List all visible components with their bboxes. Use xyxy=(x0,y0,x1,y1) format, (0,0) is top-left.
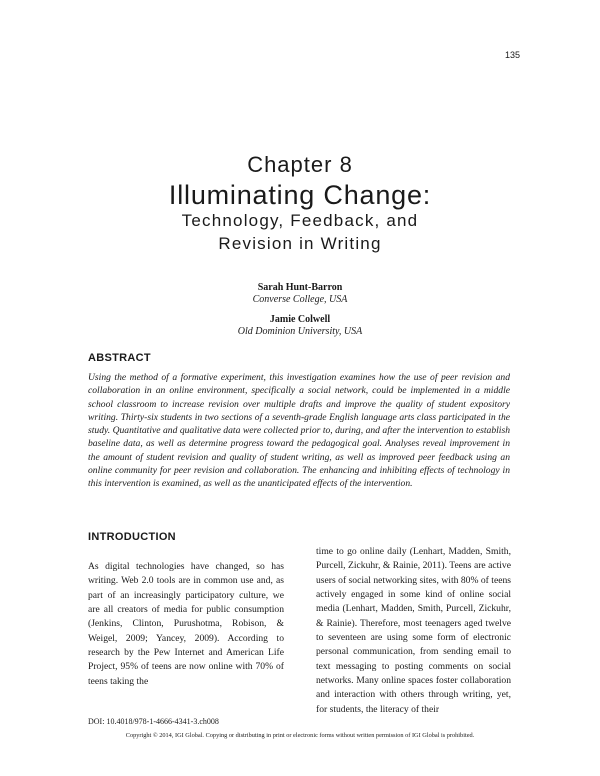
abstract-body: Using the method of a formative experiment, this investigation examines how the use of peer revision and collaboration in an online environment, specifically a social network, could be implemented in a middle school classroom to increase revision over multiple drafts and improve the quality of student expository writing. Thirty-six students in two sections of a seventh-grade English language arts class participated in the study. Quantitative and qualitative data were collected prior to, during, and after the intervention to establish baseline data, as well as determine progress toward the pedagogical goal. Analyses reveal improvement in the amount of student revision and quality of student writing, as well as improved peer feedback using an online community for peer revision and collaboration. The enhancing and inhibiting effects of technology in this intervention is examined, as well as the unanticipated effects of the intervention. xyxy=(88,372,510,490)
abstract-heading: ABSTRACT xyxy=(88,352,151,364)
chapter-subtitle-line-1: Technology, Feedback, and xyxy=(181,211,419,230)
introduction-left-column: As digital technologies have changed, so has writing. Web 2.0 tools are in common use and, as part of an increasingly participatory culture, we are all creators of media for public consumption (Jenkins, Clinton, Purushotma, Robison, & Weigel, 2009; Yancey, 2009). According to research by the Pew Internet and American Life Project, 95% of teens are now online with 70% of teens taking the xyxy=(88,561,284,687)
author-affiliation: Converse College, USA xyxy=(252,294,348,305)
doi-line: DOI: 10.4018/978-1-4666-4341-3.ch008 xyxy=(88,717,219,726)
introduction-heading: INTRODUCTION xyxy=(88,531,176,543)
chapter-subtitle-line-2: Revision in Writing xyxy=(218,234,382,253)
author-name: Jamie Colwell xyxy=(269,314,331,325)
author-affiliation: Old Dominion University, USA xyxy=(237,326,363,337)
chapter-title: Illuminating Change: xyxy=(168,180,432,210)
copyright-notice: Copyright © 2014, IGI Global. Copying or distributing in print or electronic forms without written permission of IGI Global is prohibited. xyxy=(125,732,475,739)
chapter-label: Chapter 8 xyxy=(247,152,353,177)
page-number: 135 xyxy=(504,50,520,60)
introduction-right-column: time to go online daily (Lenhart, Madden, Smith, Purcell, Zickuhr, & Rainie, 2011). Teens are active users of social networking sites, with 80% of teens actively engaged in some kind of online social media (Lenhart, Madden, Smith, Purcell, Zickuhr, & Rainie). Therefore, most teenagers aged twelve to seventeen are using some form of electronic personal communication, from sending email to text messaging to posting comments on social networks. Many online spaces foster collaboration and interaction with others through writing, yet, for students, the literacy of their xyxy=(316,546,511,715)
author-name: Sarah Hunt-Barron xyxy=(257,282,343,293)
